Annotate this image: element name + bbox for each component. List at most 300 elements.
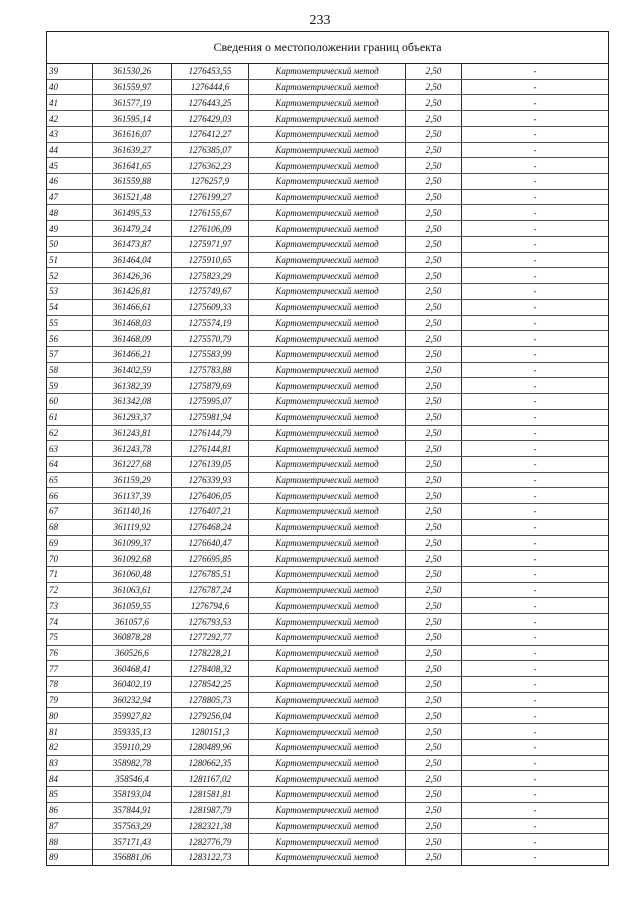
y-coordinate-cell: 1275609,33	[172, 299, 249, 315]
method-cell: Картометрический метод	[249, 346, 406, 362]
y-coordinate-cell: 1275971,97	[172, 236, 249, 252]
y-coordinate-cell: 1279256,04	[172, 708, 249, 724]
note-cell: -	[462, 787, 609, 803]
point-number-cell: 81	[47, 724, 93, 740]
method-cell: Картометрический метод	[249, 441, 406, 457]
x-coordinate-cell: 361464,04	[93, 252, 172, 268]
point-number-cell: 63	[47, 441, 93, 457]
accuracy-cell: 2,50	[406, 849, 462, 864]
y-coordinate-cell: 1276444,6	[172, 79, 249, 95]
table-row	[47, 551, 608, 567]
point-number-cell: 55	[47, 315, 93, 331]
x-coordinate-cell: 361293,37	[93, 409, 172, 425]
table-row	[47, 645, 608, 661]
note-cell: -	[462, 677, 609, 693]
x-coordinate-cell: 361063,61	[93, 582, 172, 598]
note-cell: -	[462, 158, 609, 174]
method-cell: Картометрический метод	[249, 111, 406, 127]
y-coordinate-cell: 1275749,67	[172, 284, 249, 300]
x-coordinate-cell: 361137,39	[93, 488, 172, 504]
note-cell: -	[462, 126, 609, 142]
y-coordinate-cell: 1275583,99	[172, 346, 249, 362]
accuracy-cell: 2,50	[406, 236, 462, 252]
x-coordinate-cell: 357563,29	[93, 818, 172, 834]
accuracy-cell: 2,50	[406, 64, 462, 79]
x-coordinate-cell: 361426,36	[93, 268, 172, 284]
table-row	[47, 567, 608, 583]
y-coordinate-cell: 1281581,81	[172, 787, 249, 803]
accuracy-cell: 2,50	[406, 677, 462, 693]
note-cell: -	[462, 771, 609, 787]
method-cell: Картометрический метод	[249, 849, 406, 864]
point-number-cell: 47	[47, 189, 93, 205]
x-coordinate-cell: 361468,03	[93, 315, 172, 331]
note-cell: -	[462, 79, 609, 95]
method-cell: Картометрический метод	[249, 661, 406, 677]
point-number-cell: 52	[47, 268, 93, 284]
y-coordinate-cell: 1276144,81	[172, 441, 249, 457]
note-cell: -	[462, 582, 609, 598]
method-cell: Картометрический метод	[249, 236, 406, 252]
note-cell: -	[462, 535, 609, 551]
y-coordinate-cell: 1281167,02	[172, 771, 249, 787]
y-coordinate-cell: 1275981,94	[172, 409, 249, 425]
method-cell: Картометрический метод	[249, 519, 406, 535]
method-cell: Картометрический метод	[249, 472, 406, 488]
point-number-cell: 89	[47, 849, 93, 864]
y-coordinate-cell: 1280489,96	[172, 739, 249, 755]
y-coordinate-cell: 1275783,88	[172, 362, 249, 378]
method-cell: Картометрический метод	[249, 409, 406, 425]
table-row	[47, 409, 608, 425]
accuracy-cell: 2,50	[406, 582, 462, 598]
y-coordinate-cell: 1280662,35	[172, 755, 249, 771]
note-cell: -	[462, 802, 609, 818]
method-cell: Картометрический метод	[249, 331, 406, 347]
point-number-cell: 61	[47, 409, 93, 425]
x-coordinate-cell: 361119,92	[93, 519, 172, 535]
x-coordinate-cell: 361466,21	[93, 346, 172, 362]
accuracy-cell: 2,50	[406, 504, 462, 520]
method-cell: Картометрический метод	[249, 79, 406, 95]
point-number-cell: 54	[47, 299, 93, 315]
point-number-cell: 40	[47, 79, 93, 95]
page-number: 233	[309, 13, 331, 28]
x-coordinate-cell: 361057,6	[93, 614, 172, 630]
accuracy-cell: 2,50	[406, 174, 462, 190]
accuracy-cell: 2,50	[406, 708, 462, 724]
x-coordinate-cell: 361243,81	[93, 425, 172, 441]
method-cell: Картометрический метод	[249, 315, 406, 331]
method-cell: Картометрический метод	[249, 787, 406, 803]
accuracy-cell: 2,50	[406, 268, 462, 284]
table-row	[47, 504, 608, 520]
method-cell: Картометрический метод	[249, 739, 406, 755]
y-coordinate-cell: 1276106,09	[172, 221, 249, 237]
point-number-cell: 60	[47, 394, 93, 410]
x-coordinate-cell: 361402,59	[93, 362, 172, 378]
x-coordinate-cell: 361559,88	[93, 174, 172, 190]
accuracy-cell: 2,50	[406, 535, 462, 551]
note-cell: -	[462, 441, 609, 457]
method-cell: Картометрический метод	[249, 95, 406, 111]
method-cell: Картометрический метод	[249, 284, 406, 300]
accuracy-cell: 2,50	[406, 551, 462, 567]
point-number-cell: 42	[47, 111, 93, 127]
note-cell: -	[462, 456, 609, 472]
note-cell: -	[462, 739, 609, 755]
x-coordinate-cell: 361479,24	[93, 221, 172, 237]
y-coordinate-cell: 1276468,24	[172, 519, 249, 535]
method-cell: Картометрический метод	[249, 598, 406, 614]
accuracy-cell: 2,50	[406, 284, 462, 300]
method-cell: Картометрический метод	[249, 708, 406, 724]
method-cell: Картометрический метод	[249, 126, 406, 142]
point-number-cell: 83	[47, 755, 93, 771]
x-coordinate-cell: 360402,19	[93, 677, 172, 693]
y-coordinate-cell: 1278805,73	[172, 692, 249, 708]
note-cell: -	[462, 284, 609, 300]
x-coordinate-cell: 358546,4	[93, 771, 172, 787]
accuracy-cell: 2,50	[406, 299, 462, 315]
accuracy-cell: 2,50	[406, 221, 462, 237]
table-row	[47, 724, 608, 740]
method-cell: Картометрический метод	[249, 755, 406, 771]
method-cell: Картометрический метод	[249, 771, 406, 787]
y-coordinate-cell: 1275995,07	[172, 394, 249, 410]
point-number-cell: 70	[47, 551, 93, 567]
table-row	[47, 629, 608, 645]
accuracy-cell: 2,50	[406, 362, 462, 378]
y-coordinate-cell: 1282776,79	[172, 834, 249, 850]
method-cell: Картометрический метод	[249, 834, 406, 850]
y-coordinate-cell: 1276406,05	[172, 488, 249, 504]
accuracy-cell: 2,50	[406, 645, 462, 661]
point-number-cell: 39	[47, 64, 93, 79]
accuracy-cell: 2,50	[406, 802, 462, 818]
point-number-cell: 65	[47, 472, 93, 488]
accuracy-cell: 2,50	[406, 95, 462, 111]
table-row	[47, 771, 608, 787]
x-coordinate-cell: 357844,91	[93, 802, 172, 818]
table-row	[47, 126, 608, 142]
point-number-cell: 88	[47, 834, 93, 850]
method-cell: Картометрический метод	[249, 174, 406, 190]
table-row	[47, 205, 608, 221]
x-coordinate-cell: 360526,6	[93, 645, 172, 661]
note-cell: -	[462, 425, 609, 441]
note-cell: -	[462, 755, 609, 771]
x-coordinate-cell: 360468,41	[93, 661, 172, 677]
method-cell: Картометрический метод	[249, 158, 406, 174]
table-row	[47, 394, 608, 410]
note-cell: -	[462, 551, 609, 567]
accuracy-cell: 2,50	[406, 346, 462, 362]
y-coordinate-cell: 1275574,19	[172, 315, 249, 331]
y-coordinate-cell: 1275823,29	[172, 268, 249, 284]
point-number-cell: 87	[47, 818, 93, 834]
x-coordinate-cell: 361092,68	[93, 551, 172, 567]
boundary-coordinates-sheet	[46, 31, 609, 866]
table-row	[47, 614, 608, 630]
method-cell: Картометрический метод	[249, 582, 406, 598]
note-cell: -	[462, 299, 609, 315]
x-coordinate-cell: 361382,39	[93, 378, 172, 394]
y-coordinate-cell: 1276362,23	[172, 158, 249, 174]
accuracy-cell: 2,50	[406, 378, 462, 394]
table-row	[47, 236, 608, 252]
accuracy-cell: 2,50	[406, 315, 462, 331]
point-number-cell: 80	[47, 708, 93, 724]
note-cell: -	[462, 645, 609, 661]
note-cell: -	[462, 708, 609, 724]
point-number-cell: 58	[47, 362, 93, 378]
y-coordinate-cell: 1276257,9	[172, 174, 249, 190]
point-number-cell: 73	[47, 598, 93, 614]
y-coordinate-cell: 1276793,53	[172, 614, 249, 630]
accuracy-cell: 2,50	[406, 425, 462, 441]
note-cell: -	[462, 519, 609, 535]
table-row	[47, 739, 608, 755]
point-number-cell: 59	[47, 378, 93, 394]
note-cell: -	[462, 221, 609, 237]
table-row	[47, 708, 608, 724]
point-number-cell: 82	[47, 739, 93, 755]
note-cell: -	[462, 661, 609, 677]
x-coordinate-cell: 361641,65	[93, 158, 172, 174]
note-cell: -	[462, 174, 609, 190]
accuracy-cell: 2,50	[406, 441, 462, 457]
table-row	[47, 79, 608, 95]
x-coordinate-cell: 361473,87	[93, 236, 172, 252]
x-coordinate-cell: 361468,09	[93, 331, 172, 347]
method-cell: Картометрический метод	[249, 64, 406, 79]
method-cell: Картометрический метод	[249, 535, 406, 551]
point-number-cell: 86	[47, 802, 93, 818]
note-cell: -	[462, 567, 609, 583]
table-row	[47, 221, 608, 237]
note-cell: -	[462, 504, 609, 520]
x-coordinate-cell: 361060,48	[93, 567, 172, 583]
point-number-cell: 48	[47, 205, 93, 221]
y-coordinate-cell: 1277292,77	[172, 629, 249, 645]
y-coordinate-cell: 1276785,51	[172, 567, 249, 583]
x-coordinate-cell: 360878,28	[93, 629, 172, 645]
y-coordinate-cell: 1276385,07	[172, 142, 249, 158]
note-cell: -	[462, 142, 609, 158]
note-cell: -	[462, 205, 609, 221]
accuracy-cell: 2,50	[406, 614, 462, 630]
x-coordinate-cell: 361342,08	[93, 394, 172, 410]
point-number-cell: 45	[47, 158, 93, 174]
table-row	[47, 268, 608, 284]
x-coordinate-cell: 361495,53	[93, 205, 172, 221]
y-coordinate-cell: 1276794,6	[172, 598, 249, 614]
note-cell: -	[462, 598, 609, 614]
accuracy-cell: 2,50	[406, 598, 462, 614]
method-cell: Картометрический метод	[249, 692, 406, 708]
table-row	[47, 378, 608, 394]
table-row	[47, 331, 608, 347]
note-cell: -	[462, 614, 609, 630]
coordinates-table-body	[47, 64, 608, 865]
table-row	[47, 299, 608, 315]
table-row	[47, 802, 608, 818]
accuracy-cell: 2,50	[406, 771, 462, 787]
note-cell: -	[462, 834, 609, 850]
note-cell: -	[462, 472, 609, 488]
y-coordinate-cell: 1276695,85	[172, 551, 249, 567]
section-title: Сведения о местоположении границ объекта	[47, 32, 608, 64]
x-coordinate-cell: 359110,29	[93, 739, 172, 755]
table-row	[47, 755, 608, 771]
coordinates-table	[47, 64, 608, 865]
y-coordinate-cell: 1282321,38	[172, 818, 249, 834]
table-row	[47, 425, 608, 441]
x-coordinate-cell: 361099,37	[93, 535, 172, 551]
accuracy-cell: 2,50	[406, 834, 462, 850]
method-cell: Картометрический метод	[249, 189, 406, 205]
note-cell: -	[462, 252, 609, 268]
x-coordinate-cell: 361227,68	[93, 456, 172, 472]
accuracy-cell: 2,50	[406, 79, 462, 95]
table-row	[47, 787, 608, 803]
table-row	[47, 284, 608, 300]
x-coordinate-cell: 357171,43	[93, 834, 172, 850]
accuracy-cell: 2,50	[406, 142, 462, 158]
y-coordinate-cell: 1276453,55	[172, 64, 249, 79]
x-coordinate-cell: 359927,82	[93, 708, 172, 724]
method-cell: Картометрический метод	[249, 456, 406, 472]
y-coordinate-cell: 1276412,27	[172, 126, 249, 142]
table-row	[47, 582, 608, 598]
accuracy-cell: 2,50	[406, 818, 462, 834]
table-row	[47, 677, 608, 693]
method-cell: Картометрический метод	[249, 299, 406, 315]
note-cell: -	[462, 315, 609, 331]
method-cell: Картометрический метод	[249, 252, 406, 268]
point-number-cell: 72	[47, 582, 93, 598]
table-row	[47, 456, 608, 472]
accuracy-cell: 2,50	[406, 488, 462, 504]
table-row	[47, 598, 608, 614]
x-coordinate-cell: 361595,14	[93, 111, 172, 127]
point-number-cell: 41	[47, 95, 93, 111]
accuracy-cell: 2,50	[406, 629, 462, 645]
method-cell: Картометрический метод	[249, 802, 406, 818]
point-number-cell: 75	[47, 629, 93, 645]
point-number-cell: 51	[47, 252, 93, 268]
x-coordinate-cell: 361616,07	[93, 126, 172, 142]
method-cell: Картометрический метод	[249, 488, 406, 504]
note-cell: -	[462, 629, 609, 645]
point-number-cell: 84	[47, 771, 93, 787]
accuracy-cell: 2,50	[406, 394, 462, 410]
x-coordinate-cell: 361530,26	[93, 64, 172, 79]
accuracy-cell: 2,50	[406, 567, 462, 583]
note-cell: -	[462, 724, 609, 740]
point-number-cell: 85	[47, 787, 93, 803]
note-cell: -	[462, 236, 609, 252]
note-cell: -	[462, 331, 609, 347]
accuracy-cell: 2,50	[406, 189, 462, 205]
table-row	[47, 252, 608, 268]
point-number-cell: 62	[47, 425, 93, 441]
x-coordinate-cell: 361639,27	[93, 142, 172, 158]
x-coordinate-cell: 360232,94	[93, 692, 172, 708]
method-cell: Картометрический метод	[249, 425, 406, 441]
table-row	[47, 661, 608, 677]
method-cell: Картометрический метод	[249, 677, 406, 693]
method-cell: Картометрический метод	[249, 567, 406, 583]
accuracy-cell: 2,50	[406, 739, 462, 755]
point-number-cell: 79	[47, 692, 93, 708]
method-cell: Картометрический метод	[249, 205, 406, 221]
note-cell: -	[462, 346, 609, 362]
point-number-cell: 49	[47, 221, 93, 237]
note-cell: -	[462, 378, 609, 394]
y-coordinate-cell: 1276443,25	[172, 95, 249, 111]
x-coordinate-cell: 361521,48	[93, 189, 172, 205]
y-coordinate-cell: 1276640,47	[172, 535, 249, 551]
point-number-cell: 69	[47, 535, 93, 551]
table-row	[47, 834, 608, 850]
x-coordinate-cell: 361466,61	[93, 299, 172, 315]
point-number-cell: 64	[47, 456, 93, 472]
y-coordinate-cell: 1283122,73	[172, 849, 249, 864]
x-coordinate-cell: 361559,97	[93, 79, 172, 95]
y-coordinate-cell: 1275570,79	[172, 331, 249, 347]
accuracy-cell: 2,50	[406, 205, 462, 221]
accuracy-cell: 2,50	[406, 111, 462, 127]
x-coordinate-cell: 361243,78	[93, 441, 172, 457]
table-row	[47, 64, 608, 79]
y-coordinate-cell: 1276139,05	[172, 456, 249, 472]
method-cell: Картометрический метод	[249, 551, 406, 567]
point-number-cell: 57	[47, 346, 93, 362]
table-row	[47, 849, 608, 864]
accuracy-cell: 2,50	[406, 724, 462, 740]
note-cell: -	[462, 409, 609, 425]
accuracy-cell: 2,50	[406, 787, 462, 803]
y-coordinate-cell: 1275910,65	[172, 252, 249, 268]
note-cell: -	[462, 189, 609, 205]
point-number-cell: 66	[47, 488, 93, 504]
method-cell: Картометрический метод	[249, 818, 406, 834]
point-number-cell: 50	[47, 236, 93, 252]
x-coordinate-cell: 361059,55	[93, 598, 172, 614]
y-coordinate-cell: 1276155,67	[172, 205, 249, 221]
accuracy-cell: 2,50	[406, 472, 462, 488]
y-coordinate-cell: 1276407,21	[172, 504, 249, 520]
y-coordinate-cell: 1276199,27	[172, 189, 249, 205]
note-cell: -	[462, 692, 609, 708]
x-coordinate-cell: 361140,16	[93, 504, 172, 520]
table-row	[47, 472, 608, 488]
x-coordinate-cell: 358982,78	[93, 755, 172, 771]
point-number-cell: 56	[47, 331, 93, 347]
y-coordinate-cell: 1276144,79	[172, 425, 249, 441]
y-coordinate-cell: 1276339,93	[172, 472, 249, 488]
accuracy-cell: 2,50	[406, 409, 462, 425]
method-cell: Картометрический метод	[249, 221, 406, 237]
table-row	[47, 535, 608, 551]
y-coordinate-cell: 1278542,25	[172, 677, 249, 693]
y-coordinate-cell: 1275879,69	[172, 378, 249, 394]
accuracy-cell: 2,50	[406, 519, 462, 535]
note-cell: -	[533, 852, 537, 863]
y-coordinate-cell: 1278228,21	[172, 645, 249, 661]
